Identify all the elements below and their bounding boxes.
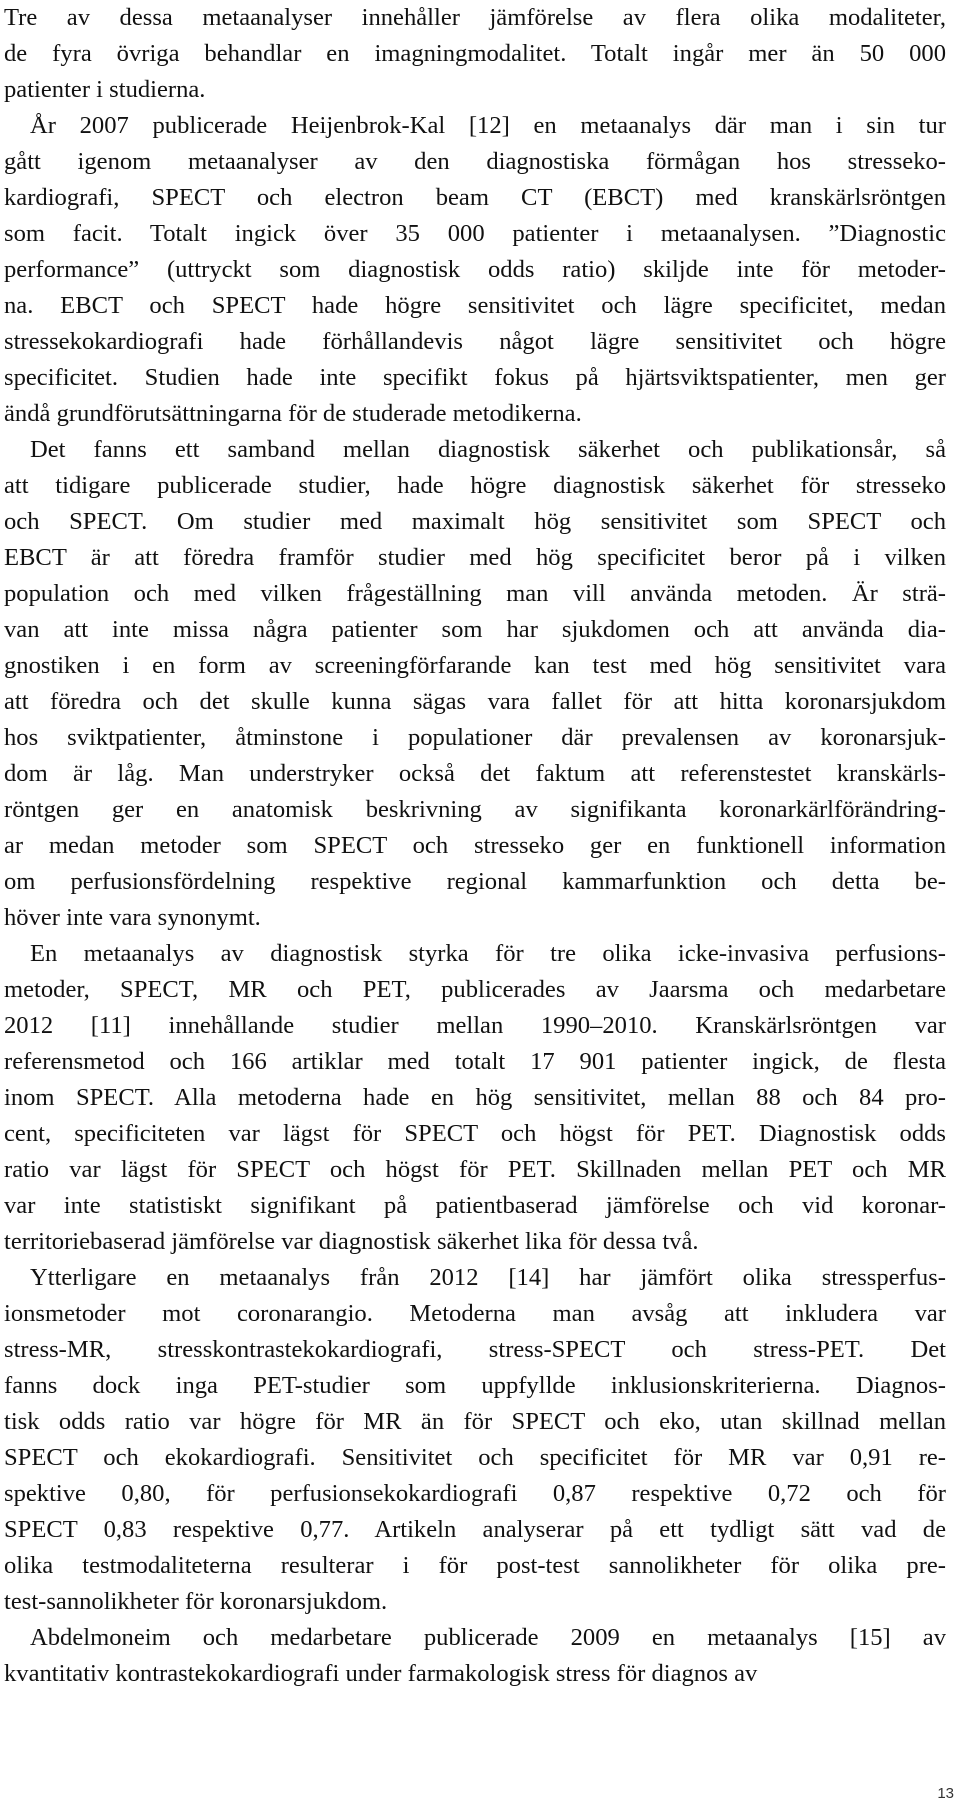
text-line: fanns dock inga PET-studier som uppfyllde inklusionskriterierna. Diagnos- — [4, 1372, 946, 1399]
text-line: Abdelmoneim och medarbetare publicerade 2009 en metaanalys [15] av — [30, 1624, 946, 1651]
text-line: de fyra övriga behandlar en imagningmodalitet. Totalt ingår mer än 50 000 — [4, 40, 946, 67]
text-line: stress-MR, stresskontrastekokardiografi, stress-SPECT och stress-PET. Det — [4, 1336, 946, 1363]
text-line: om perfusionsfördelning respektive regional kammarfunktion och detta be- — [4, 868, 946, 895]
text-line: kvantitativ kontrastekokardiografi under farmakologisk stress för diagnos av — [4, 1660, 758, 1687]
text-line: att tidigare publicerade studier, hade högre diagnostisk säkerhet för stresseko — [4, 472, 946, 499]
body-text — [4, 0, 946, 1692]
text-line: test-sannolikheter för koronarsjukdom. — [4, 1588, 388, 1615]
text-line: höver inte vara synonymt. — [4, 904, 261, 931]
text-line: population och med vilken frågeställning man vill använda metoden. Är strä- — [4, 580, 946, 607]
text-line: En metaanalys av diagnostisk styrka för tre olika icke-invasiva perfusions- — [30, 940, 946, 967]
text-line: kardiografi, SPECT och electron beam CT (EBCT) med kranskärlsröntgen — [4, 184, 946, 211]
text-line: referensmetod och 166 artiklar med totalt 17 901 patienter ingick, de flesta — [4, 1048, 946, 1075]
text-line: dom är låg. Man understryker också det faktum att referenstestet kranskärls- — [4, 760, 946, 787]
text-line: olika testmodaliteterna resulterar i för post-test sannolikheter för olika pre- — [4, 1552, 946, 1579]
text-line: som facit. Totalt ingick över 35 000 patienter i metaanalysen. ”Diagnostic — [4, 220, 946, 247]
text-line: stressekokardiografi hade förhållandevis något lägre sensitivitet och högre — [4, 328, 946, 355]
page-number: 13 — [937, 1785, 954, 1802]
text-line: gnostiken i en form av screeningförfarande kan test med hög sensitivitet vara — [4, 652, 946, 679]
text-line: SPECT 0,83 respektive 0,77. Artikeln analyserar på ett tydligt sätt vad de — [4, 1516, 946, 1543]
paragraph — [4, 0, 946, 108]
text-line: ratio var lägst för SPECT och högst för PET. Skillnaden mellan PET och MR — [4, 1156, 946, 1183]
text-line: SPECT och ekokardiografi. Sensitivitet och specificitet för MR var 0,91 re- — [4, 1444, 946, 1471]
text-line: specificitet. Studien hade inte specifikt fokus på hjärtsviktspatienter, men ger — [4, 364, 946, 391]
text-line: inom SPECT. Alla metoderna hade en hög sensitivitet, mellan 88 och 84 pro- — [4, 1084, 946, 1111]
text-line: och SPECT. Om studier med maximalt hög sensitivitet som SPECT och — [4, 508, 946, 535]
paragraph — [4, 432, 946, 936]
text-line: ionsmetoder mot coronarangio. Metoderna man avsåg att inkludera var — [4, 1300, 946, 1327]
text-line: van att inte missa några patienter som har sjukdomen och att använda dia- — [4, 616, 946, 643]
text-line: ar medan metoder som SPECT och stresseko ger en funktionell information — [4, 832, 946, 859]
text-line: territoriebaserad jämförelse var diagnostisk säkerhet lika för dessa två. — [4, 1228, 699, 1255]
text-line: 2012 [11] innehållande studier mellan 1990–2010. Kranskärlsröntgen var — [4, 1012, 946, 1039]
text-line: na. EBCT och SPECT hade högre sensitivitet och lägre specificitet, medan — [4, 292, 946, 319]
text-line: tisk odds ratio var högre för MR än för SPECT och eko, utan skillnad mellan — [4, 1408, 946, 1435]
text-line: Ytterligare en metaanalys från 2012 [14] har jämfört olika stressperfus- — [30, 1264, 946, 1291]
text-line: att föredra och det skulle kunna sägas vara fallet för att hitta koronarsjukdom — [4, 688, 946, 715]
text-line: Tre av dessa metaanalyser innehåller jämförelse av flera olika modaliteter, — [4, 4, 946, 31]
text-line: patienter i studierna. — [4, 76, 206, 103]
text-line: var inte statistiskt signifikant på patientbaserad jämförelse och vid koronar- — [4, 1192, 946, 1219]
text-line: metoder, SPECT, MR och PET, publicerades av Jaarsma och medarbetare — [4, 976, 946, 1003]
text-line: spektive 0,80, för perfusionsekokardiografi 0,87 respektive 0,72 och för — [4, 1480, 946, 1507]
text-line: År 2007 publicerade Heijenbrok-Kal [12] en metaanalys där man i sin tur — [30, 112, 946, 139]
paragraph — [4, 1260, 946, 1620]
text-line: cent, specificiteten var lägst för SPECT och högst för PET. Diagnostisk odds — [4, 1120, 946, 1147]
text-line: ändå grundförutsättningarna för de studerade metodikerna. — [4, 400, 582, 427]
text-line: gått igenom metaanalyser av den diagnostiska förmågan hos stresseko- — [4, 148, 946, 175]
paragraph — [4, 1620, 946, 1692]
text-line: röntgen ger en anatomisk beskrivning av signifikanta koronarkärlförändring- — [4, 796, 946, 823]
paragraph — [4, 936, 946, 1260]
text-line: EBCT är att föredra framför studier med hög specificitet beror på i vilken — [4, 544, 946, 571]
text-line: hos sviktpatienter, åtminstone i populationer där prevalensen av koronarsjuk- — [4, 724, 946, 751]
paragraph — [4, 108, 946, 432]
text-line: Det fanns ett samband mellan diagnostisk säkerhet och publikationsår, så — [30, 436, 946, 463]
text-line: performance” (uttryckt som diagnostisk odds ratio) skiljde inte för metoder- — [4, 256, 946, 283]
